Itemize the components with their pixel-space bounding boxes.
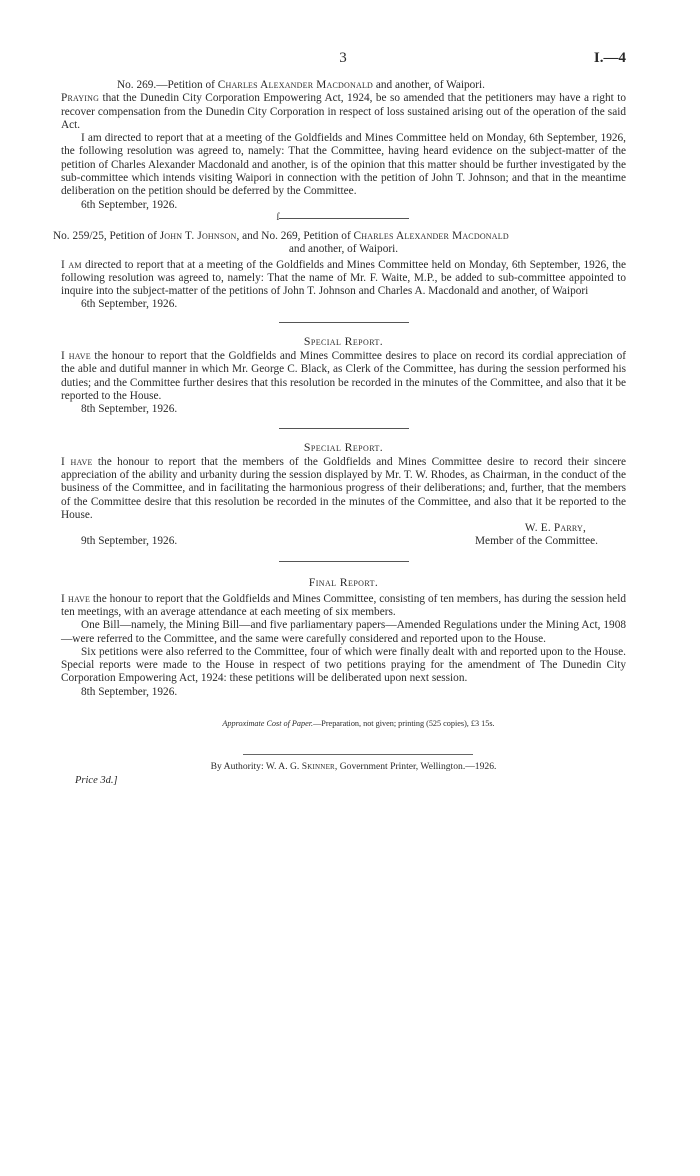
prayer-text: that the Dunedin City Corporation Empowering Act, 1924, be so amended that the petitioners may have a right to recover compensation from the Dunedin City Corporation in respect of loss sustained arising out of the operation of the said Act. (61, 92, 626, 131)
title-mid: , and No. 269, Petition of (236, 229, 354, 242)
petition-259-date: 6th September, 1926. (81, 298, 178, 311)
report-text: the honour to report that the Goldfields and Mines Committee, consisting of ten members, has during the session held ten meetings, with an average attendance at each meeting of six members. (61, 592, 626, 618)
title-prefix: No. 269.—Petition of (117, 79, 218, 91)
special-report-1-date: 8th September, 1926. (81, 403, 178, 416)
special-report-1-heading: Special Report. (303, 333, 384, 348)
printer-imprint (61, 760, 626, 773)
title-prefix: No. 259/25, Petition of (53, 229, 160, 242)
special-report-2-date: 9th September, 1926. (81, 535, 178, 548)
petitioner-name-1: John T. Johnson (159, 229, 237, 242)
printer-prefix: By Authority: W. A. G. (210, 761, 302, 773)
printer-suffix: , Government Printer, Wellington.—1926. (334, 761, 497, 773)
signatory-role: Member of the Committee. (475, 535, 598, 548)
petition-259-title (53, 230, 643, 243)
lead-word: I have (61, 455, 93, 468)
petition-259-title-line2: and another, of Waipori. (288, 243, 399, 256)
special-report-2-text (61, 456, 626, 522)
report-text: the honour to report that the Goldfields and Mines Committee desires to place on record its cordial appreciation of the able and dutiful manner in which Mr. George C. Black, as Clerk of the Committee, has during the session performed his duties; and the Committee further desires that this resolution be recorded in the minutes of the Committee, and also that it be reported to the House. (61, 350, 626, 402)
price: Price 3d.] (75, 774, 118, 786)
report-text: the honour to report that the members of the Goldfields and Mines Committee desire to record their sincere appreciation of the ability and urbanity during the session displayed by Mr. T. W. Rhodes, as Chairman, in the conduct of the business of the Committee, and in facilitating the harmonious progress of their deliberations; and, further, that the members of the Committee desire that this resolution be recorded in the minutes of the Committee, and also that it be reported to the House. (61, 455, 626, 522)
section-divider (276, 211, 409, 223)
cost-of-paper (61, 717, 626, 730)
petitioner-name-2: Charles Alexander Macdonald (353, 229, 509, 242)
petition-269-date: 6th September, 1926. (81, 198, 178, 211)
special-report-1-text (61, 350, 626, 403)
final-report-para-2: One Bill—namely, the Mining Bill—and five parliamentary papers—Amended Regulations under the Mining Act, 1908—were referred to the Committee, and the same were carefully considered and reported upon to the House. (61, 619, 626, 645)
document-code: I.—4 (593, 50, 626, 66)
special-report-2-heading: Special Report. (303, 439, 384, 454)
final-report-para-3: Six petitions were also referred to the Committee, four of which were finally dealt with and reported upon to the House. Special reports were made to the House in respect of two petitions praying for the amendment of The Dunedin City Corporation Empowering Act, 1924: these petitions will be deliberated upon next session. (61, 645, 626, 685)
page-number: 3 (339, 50, 347, 66)
lead-word: I am (61, 258, 82, 271)
petition-269-prayer (61, 92, 626, 132)
lead-word: Praying (61, 92, 100, 105)
final-report-heading: Final Report. (308, 575, 379, 590)
printer-name: Skinner (301, 761, 335, 773)
final-report-date: 8th September, 1926. (81, 685, 178, 698)
signatory-name: W. E. Parry, (524, 522, 586, 535)
cost-text: —Preparation, not given; printing (525 copies), £3 15s. (313, 718, 495, 728)
final-report-text (61, 593, 626, 620)
report-text: directed to report that at a meeting of the Goldfields and Mines Committee held on Monday, 6th September, 1926, the following resolution was agreed to, namely: That the name of Mr. F. Waite, M.P., be added to sub-committee appointed to inquire into the subject-matter of the petitions of John T. Johnson and Charles A. Macdonald and another, of Waipori (61, 258, 626, 298)
lead-word: I have (61, 592, 91, 605)
lead-word: I have (61, 350, 91, 363)
signature-block (61, 522, 626, 548)
page-header (0, 50, 700, 70)
title-suffix: and another, of Waipori. (373, 79, 486, 91)
petition-259-report (61, 259, 626, 299)
petition-269-title (61, 79, 626, 92)
document-body (53, 79, 626, 787)
petitioner-name: Charles Alexander Macdonald (217, 79, 374, 91)
petition-269-report: I am directed to report that at a meeting of the Goldfields and Mines Committee held on Monday, 6th September, 1926, the following resolution was agreed to, namely: That the Committee, having heard evidence on the subject-matter of the petition of Charles Alexander Macdonald and another, is of the opinion that this matter should be further investigated by the sub-committee which intends visiting Waipori in connection with the petition of John T. Johnson; and that in the meantime deliberation on the petition should be deferred by the Committee. (61, 132, 626, 198)
divider-mark: ſ (276, 211, 280, 223)
cost-label: Approximate Cost of Paper. (222, 718, 314, 728)
